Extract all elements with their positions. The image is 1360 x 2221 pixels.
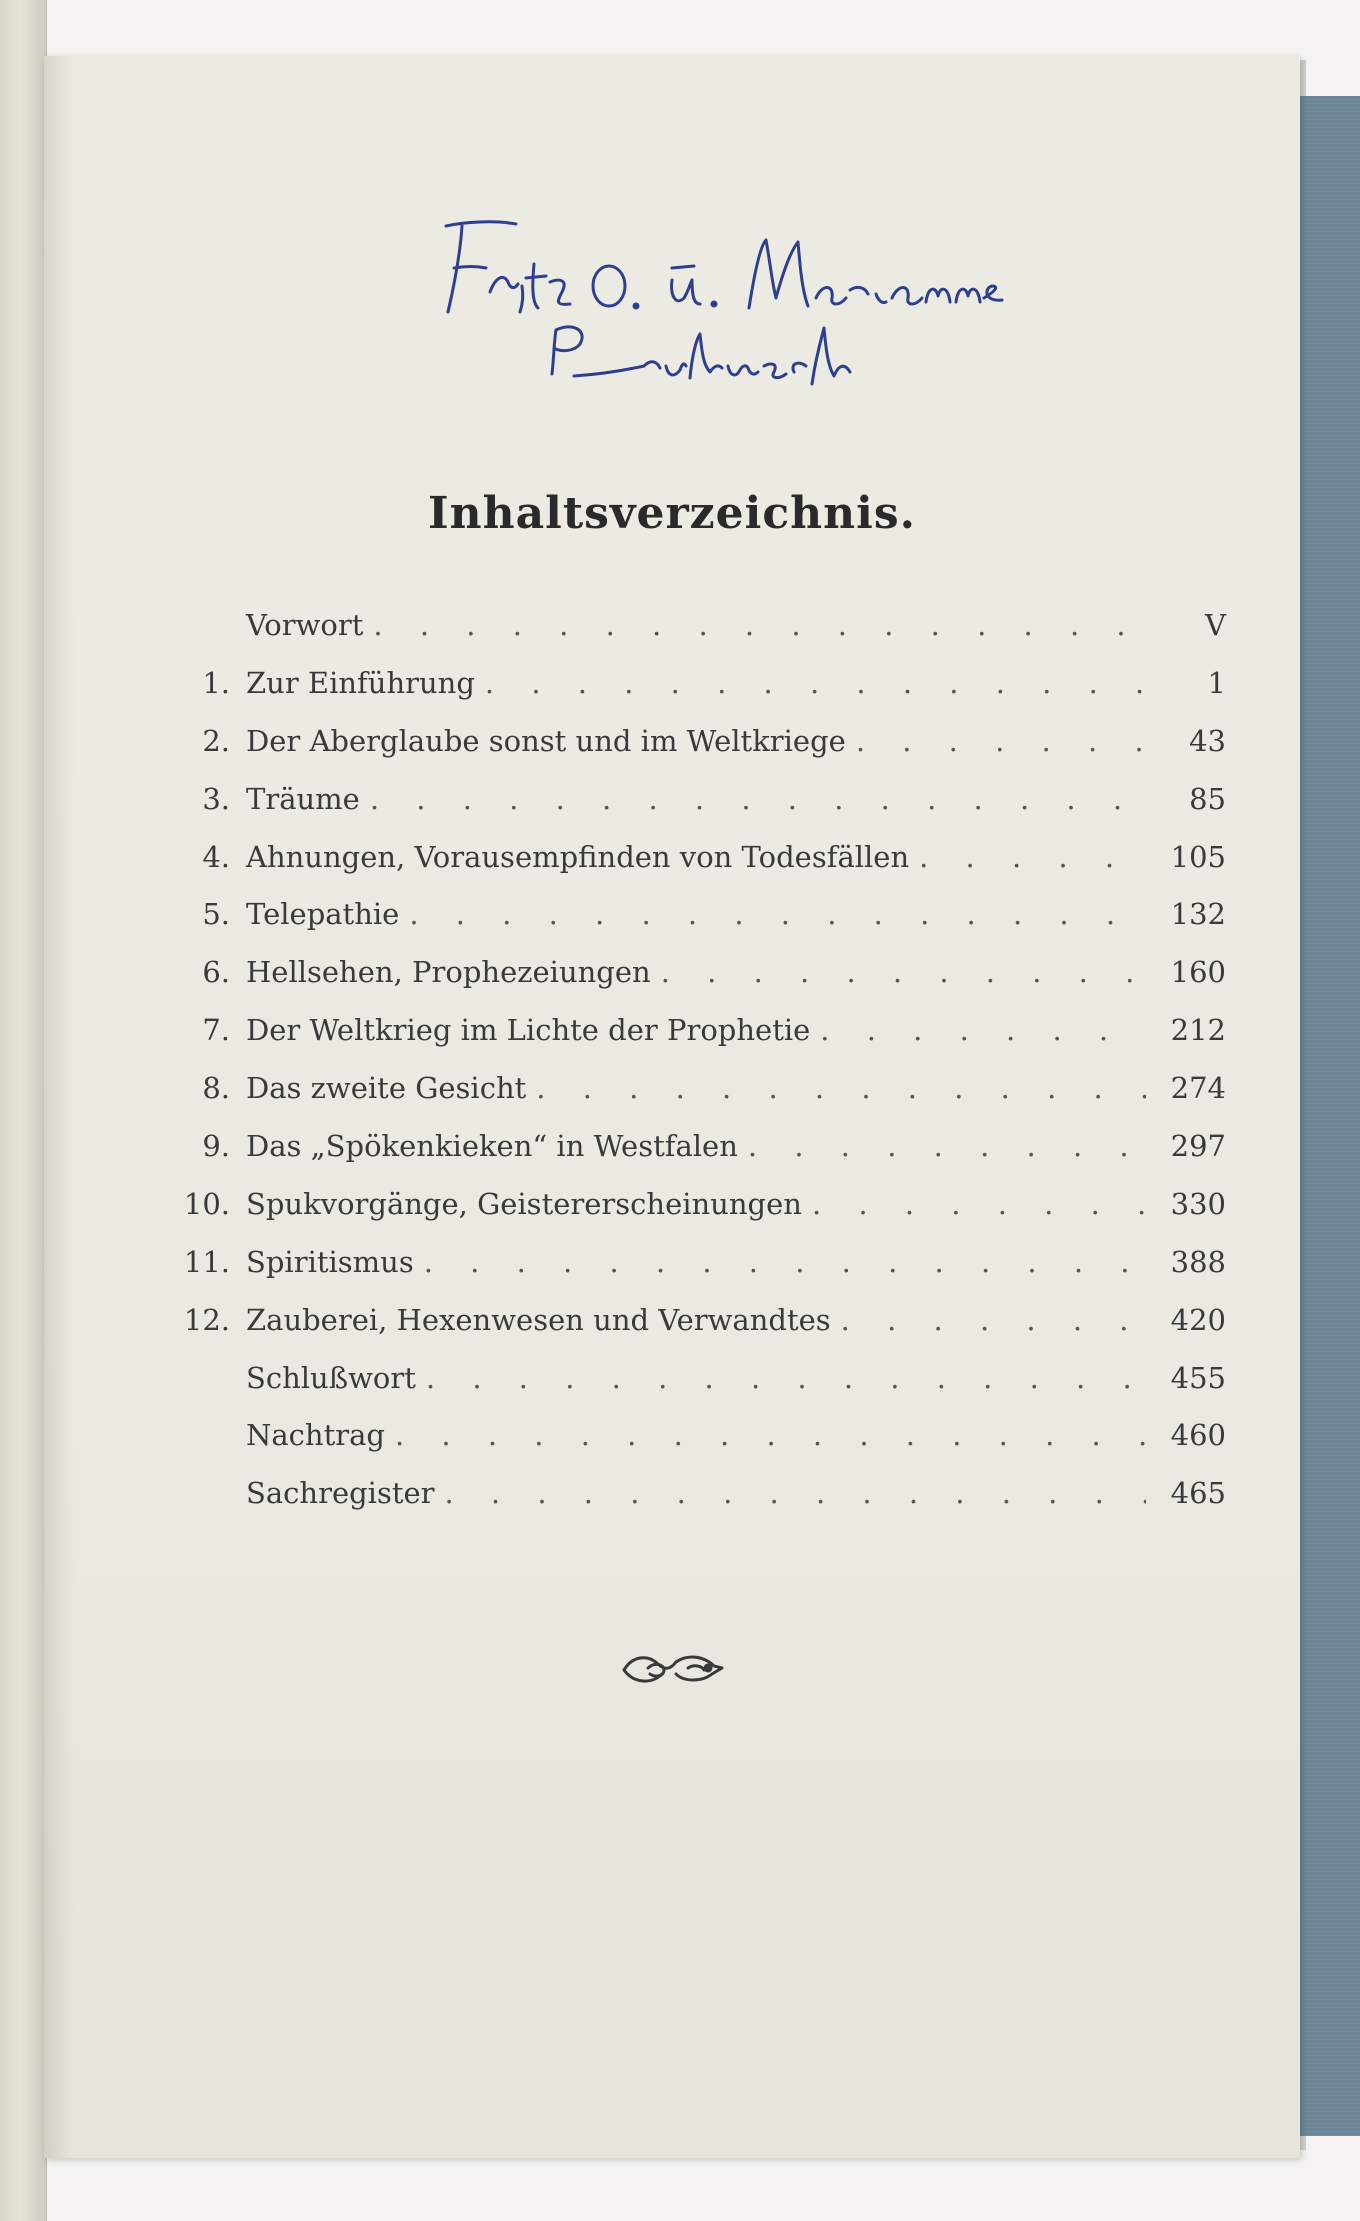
floral-ornament-icon <box>618 1646 728 1692</box>
toc-entry-title: Telepathie <box>246 897 400 932</box>
toc-entry-title: Ahnungen, Vorausempfinden von Todesfällen <box>246 839 910 874</box>
table-of-contents <box>144 596 1226 1522</box>
toc-entry-title: Spiritismus <box>246 1244 414 1279</box>
toc-entry-title: Nachtrag <box>246 1418 385 1453</box>
toc-entry <box>144 1406 1226 1464</box>
toc-entry-page: 465 <box>1170 1476 1226 1511</box>
toc-entry <box>144 596 1226 654</box>
toc-entry-title: Zauberei, Hexenwesen und Verwandtes <box>246 1302 831 1337</box>
toc-entry-page: 132 <box>1170 897 1226 932</box>
toc-entry-page: 455 <box>1170 1360 1226 1395</box>
toc-entry-number: 8. <box>202 1071 230 1106</box>
toc-entry-number: 3. <box>202 781 230 816</box>
dot-leader <box>370 782 1146 816</box>
dot-leader <box>409 897 1146 931</box>
toc-entry-page: 85 <box>1189 781 1226 816</box>
toc-entry-title: Der Weltkrieg im Lichte der Prophetie <box>246 1013 811 1048</box>
dot-leader <box>445 1476 1147 1510</box>
toc-entry-page: 105 <box>1170 839 1226 874</box>
toc-entry-page: 274 <box>1170 1071 1226 1106</box>
toc-entry-title: Der Aberglaube sonst und im Weltkriege <box>246 723 846 758</box>
toc-entry <box>144 1117 1226 1175</box>
toc-entry <box>144 654 1226 712</box>
toc-entry <box>144 1175 1226 1233</box>
toc-entry-number: 7. <box>202 1013 230 1048</box>
dot-leader <box>536 1071 1146 1105</box>
toc-entry-title: Hellsehen, Prophezeiungen <box>246 955 651 990</box>
page-title: Inhaltsverzeichnis. <box>428 488 916 539</box>
dot-leader <box>812 1187 1146 1221</box>
toc-entry-page: 1 <box>1207 665 1226 700</box>
toc-entry-title: Träume <box>246 781 360 816</box>
handwritten-inscription <box>404 206 1204 426</box>
toc-entry-title: Das „Spökenkieken“ in Westfalen <box>246 1128 738 1163</box>
toc-entry <box>144 1349 1226 1407</box>
toc-entry-title: Das zweite Gesicht <box>246 1071 527 1106</box>
toc-entry-number: 11. <box>183 1244 230 1279</box>
toc-entry <box>144 1059 1226 1117</box>
toc-entry-page: 420 <box>1170 1302 1226 1337</box>
dot-leader <box>841 1303 1146 1337</box>
toc-entry-number: 2. <box>202 723 230 758</box>
toc-entry <box>144 828 1226 886</box>
book-cover <box>1300 96 1360 2136</box>
toc-entry-number: 4. <box>202 839 230 874</box>
toc-entry-page: 43 <box>1189 723 1226 758</box>
toc-entry-title: Spukvorgänge, Geistererscheinungen <box>246 1186 802 1221</box>
toc-entry-page: 330 <box>1170 1186 1226 1221</box>
toc-entry <box>144 1464 1226 1522</box>
toc-entry <box>144 885 1226 943</box>
dot-leader <box>424 1245 1146 1279</box>
dot-leader <box>395 1418 1146 1452</box>
dot-leader <box>661 955 1146 989</box>
left-page-edge <box>0 0 47 2221</box>
toc-entry-page: 212 <box>1170 1013 1226 1048</box>
toc-entry-number: 5. <box>202 897 230 932</box>
dot-leader <box>919 840 1146 874</box>
toc-entry-page: 460 <box>1170 1418 1226 1453</box>
toc-entry-title: Vorwort <box>246 607 364 642</box>
toc-entry-page: 160 <box>1170 955 1226 990</box>
toc-entry-number: 10. <box>183 1186 230 1221</box>
toc-entry <box>144 1291 1226 1349</box>
toc-entry-page: 297 <box>1170 1128 1226 1163</box>
book-page <box>44 56 1300 2158</box>
toc-entry <box>144 770 1226 828</box>
toc-entry-title: Zur Einführung <box>246 665 475 700</box>
toc-entry <box>144 1001 1226 1059</box>
toc-entry-title: Sachregister <box>246 1476 435 1511</box>
toc-entry <box>144 943 1226 1001</box>
dot-leader <box>856 724 1146 758</box>
gutter-shadow <box>44 56 74 2158</box>
toc-entry-number: 6. <box>202 955 230 990</box>
dot-leader <box>748 1129 1146 1163</box>
toc-entry-page: V <box>1205 607 1226 642</box>
toc-entry-number: 12. <box>183 1302 230 1337</box>
toc-entry-page: 388 <box>1170 1244 1226 1279</box>
toc-entry-number: 1. <box>202 665 230 700</box>
toc-entry-title: Schlußwort <box>246 1360 416 1395</box>
toc-entry-number: 9. <box>202 1128 230 1163</box>
dot-leader <box>373 608 1146 642</box>
toc-entry <box>144 712 1226 770</box>
dot-leader <box>485 666 1146 700</box>
toc-entry <box>144 1233 1226 1291</box>
dot-leader <box>820 1013 1146 1047</box>
dot-leader <box>426 1361 1146 1395</box>
